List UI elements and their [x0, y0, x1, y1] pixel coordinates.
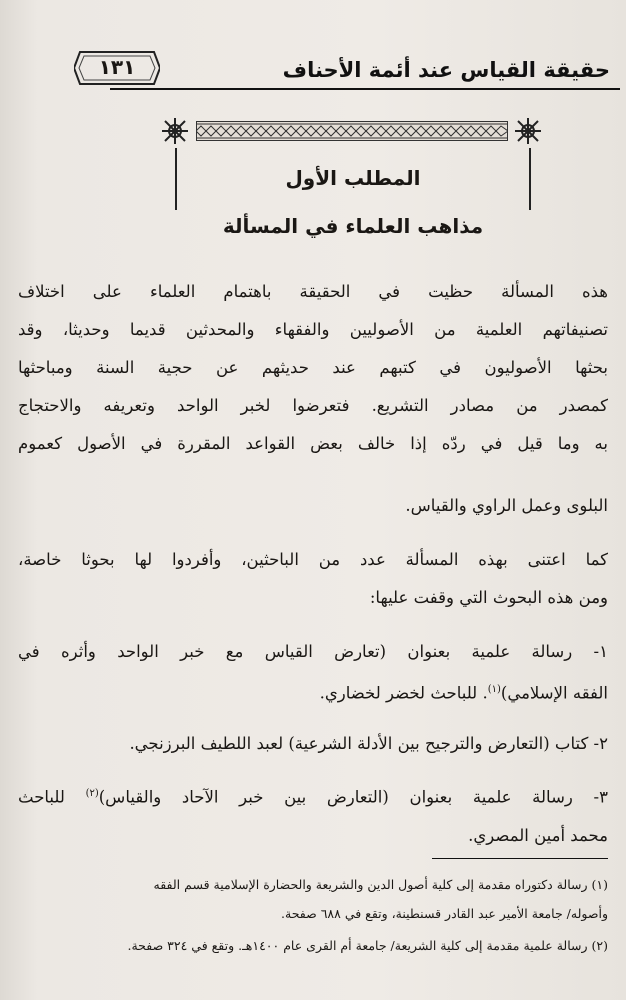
body-line: بحثها الأصوليون في كتبهم عند حديثهم عن حجية السنة ومباحثها — [18, 358, 608, 377]
section-title: مذاهب العلماء في المسألة — [222, 214, 484, 238]
list-item: محمد أمين المصري. — [468, 826, 608, 845]
body-line: تصنيفاتهم العلمية من الأصوليين والفقهاء والمحدثين قديما وحديثا، وقد — [18, 320, 608, 339]
list-item: ١- رسالة علمية بعنوان (تعارض القياس مع خبر الواحد وأثره في — [18, 642, 608, 661]
frame-line-right — [529, 148, 531, 210]
list-item-text: الفقه الإسلامي) — [500, 683, 608, 703]
list-item-text: . للباحث لخضر لخضاري. — [319, 683, 488, 703]
header-rule — [110, 88, 620, 90]
body-line: كمصدر من مصادر التشريع. فتعرضوا لخبر الواحد وتعريفه والاحتجاج — [18, 396, 608, 415]
ornamental-band — [196, 121, 508, 141]
footnote-line: وأصوله/ جامعة الأمير عبد القادر قسنطينة، وتقع في ٦٨٨ صفحة. — [281, 906, 608, 921]
footnote-ref: (٢) — [85, 788, 99, 799]
page-number: ١٣١ — [98, 55, 136, 79]
body-line: هذه المسألة حظيت في الحقيقة باهتمام العلماء على اختلاف — [18, 282, 608, 301]
body-line: البلوى وعمل الراوي والقياس. — [405, 496, 608, 515]
list-item — [18, 782, 608, 810]
list-item-text: للباحث — [18, 787, 86, 807]
rosette-right-icon — [514, 117, 542, 145]
running-title: حقيقة القياس عند أئمة الأحناف — [282, 58, 610, 82]
body-line: ومن هذه البحوث التي وقفت عليها: — [369, 588, 608, 607]
list-item-text: ٣- رسالة علمية بعنوان (التعارض بين خبر الآحاد والقياس) — [98, 787, 608, 807]
frame-line-left — [175, 148, 177, 210]
body-line: به وما قيل في ردّه إذا خالف بعض القواعد المقررة في الأصول كعموم — [18, 434, 608, 453]
footnote-ref: (١) — [487, 684, 501, 695]
rosette-left-icon — [161, 117, 189, 145]
body-line: كما اعتنى بهذه المسألة عدد من الباحثين، وأفردوا لها بحوثا خاصة، — [18, 550, 608, 569]
section-heading: المطلب الأول — [285, 166, 421, 190]
footnote-line: (١) رسالة دكتوراه مقدمة إلى كلية أصول الدين والشريعة والحضارة الإسلامية قسم الفقه — [153, 877, 608, 892]
footnote-line: (٢) رسالة علمية مقدمة إلى كلية الشريعة/ جامعة أم القرى عام ١٤٠٠هـ. وتقع في ٣٢٤ صفحة. — [127, 938, 608, 953]
page-number-frame — [74, 48, 160, 88]
footnote-rule — [432, 858, 608, 859]
list-item — [18, 678, 608, 706]
list-item: ٢- كتاب (التعارض والترجيح بين الأدلة الشرعية) لعبد اللطيف البرزنجي. — [129, 734, 608, 753]
